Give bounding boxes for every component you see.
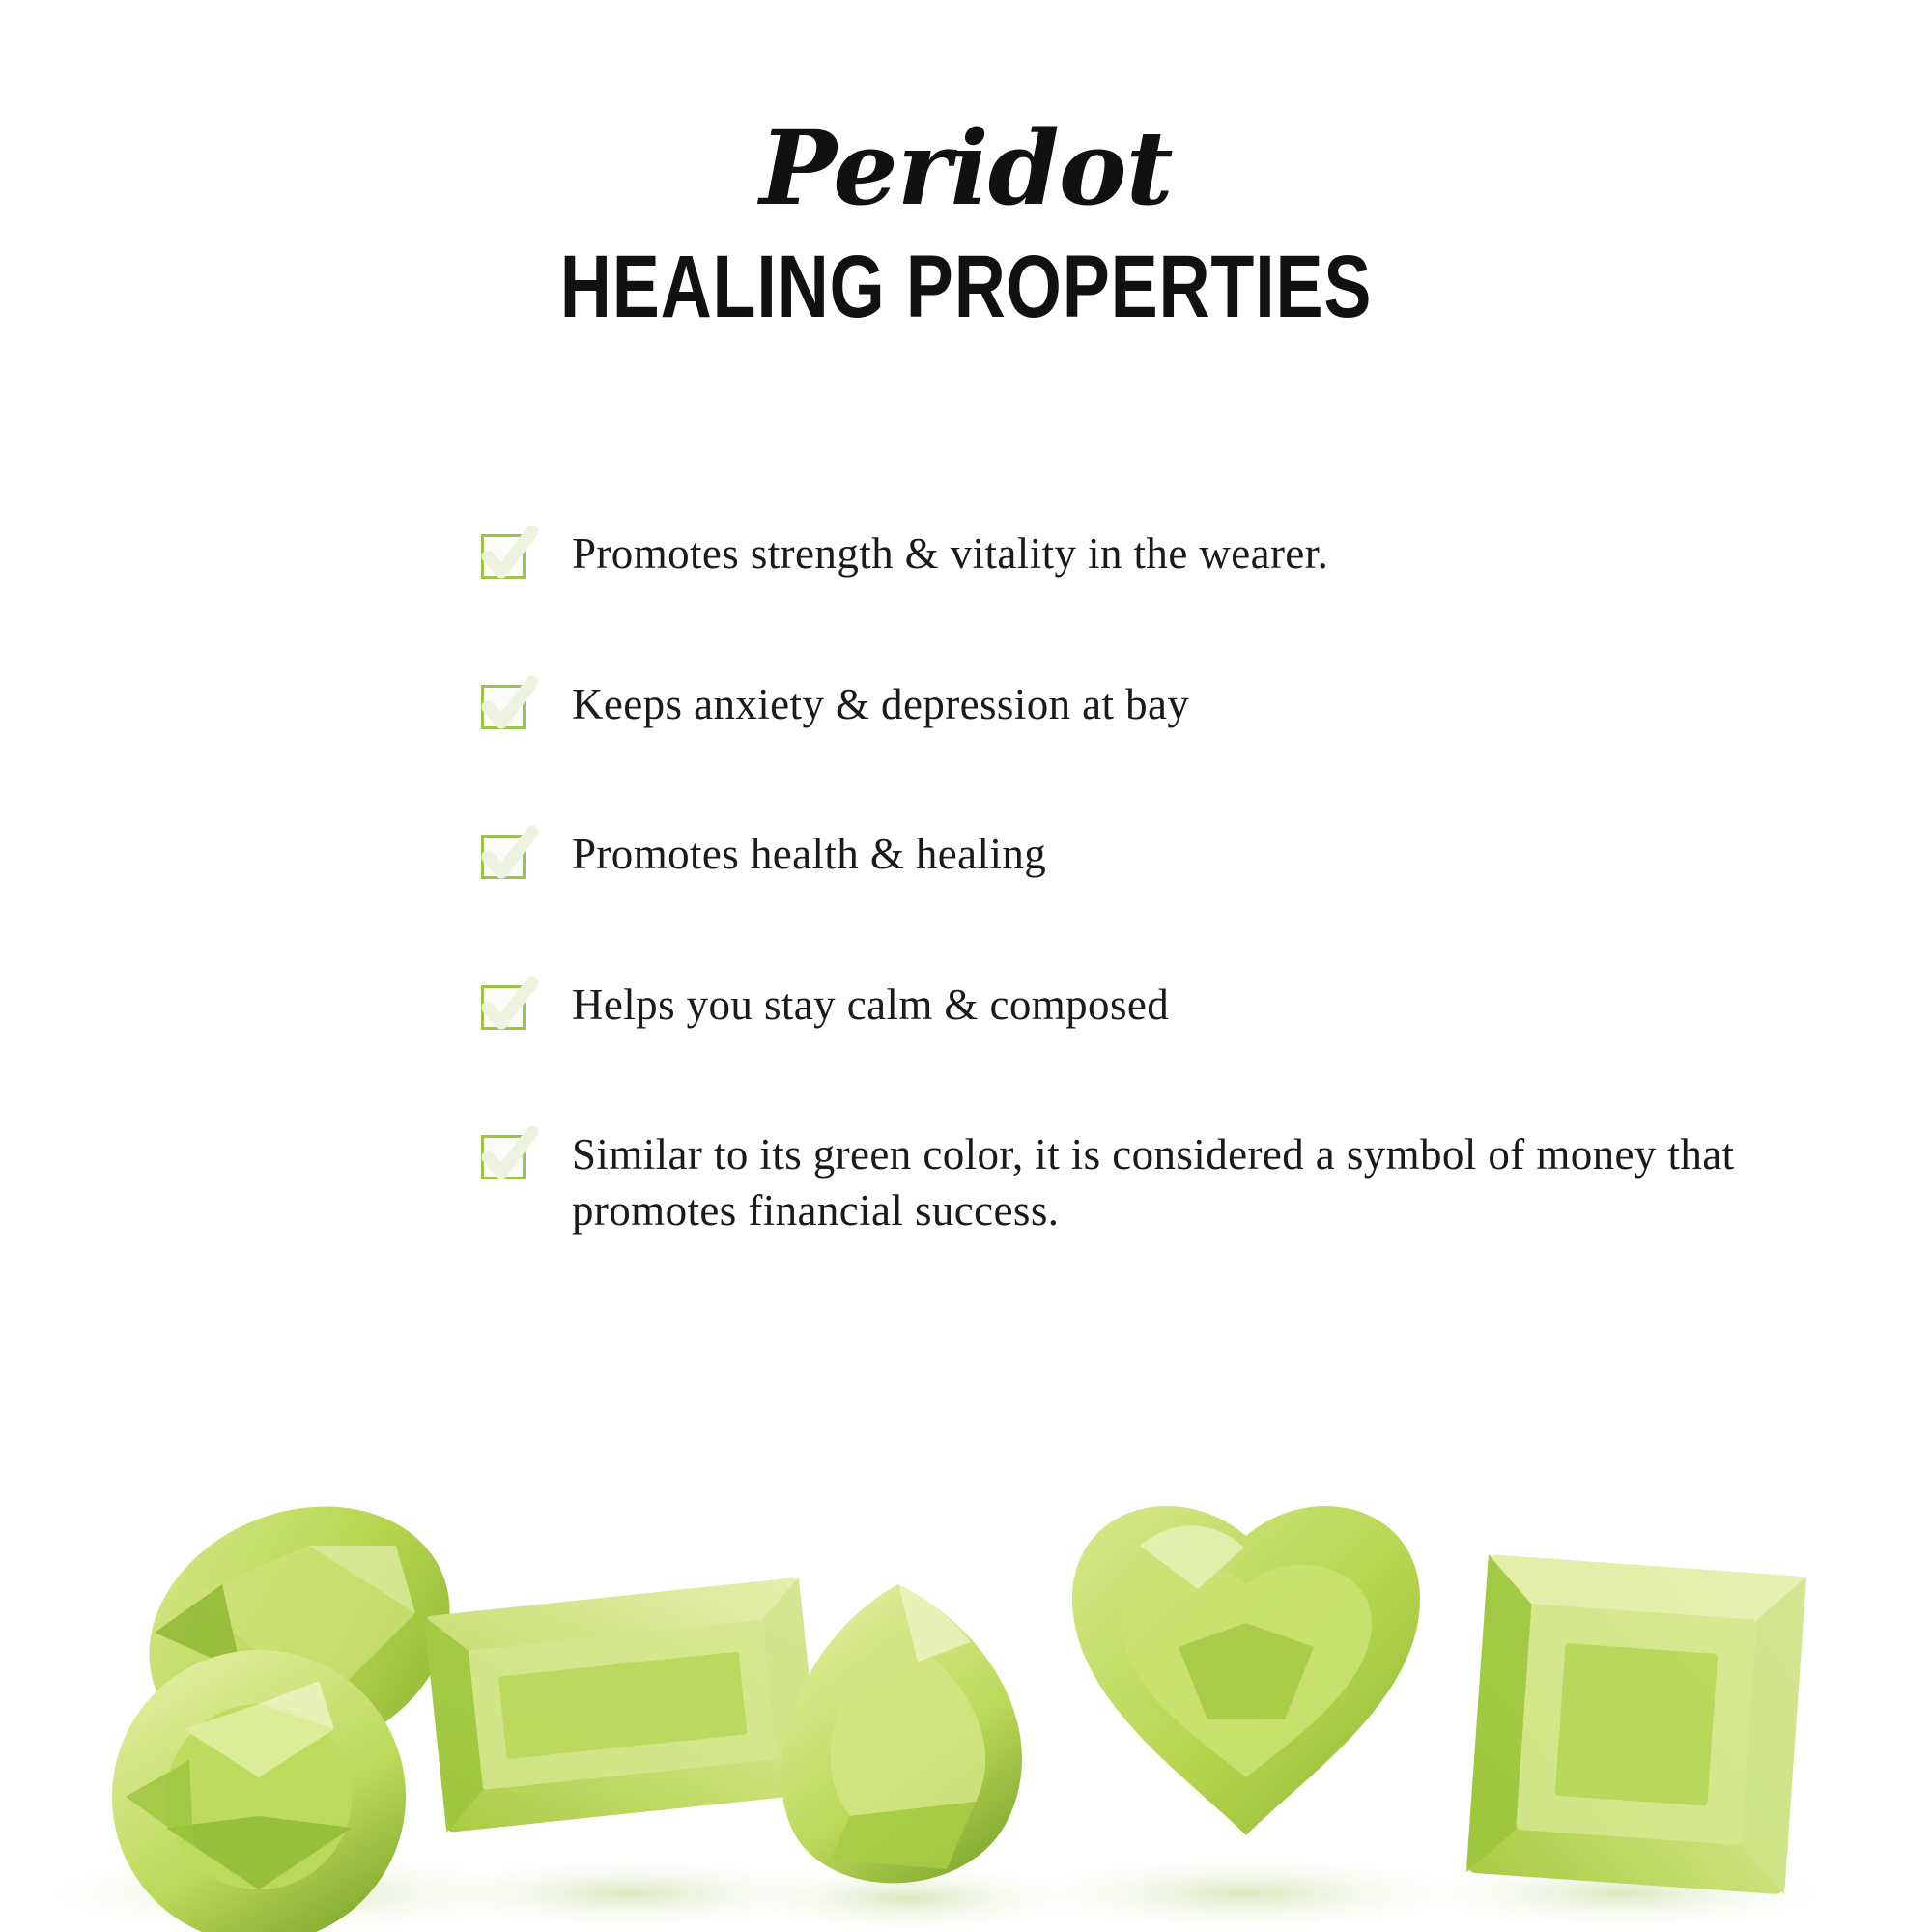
checkbox-checked-icon bbox=[481, 685, 526, 729]
checkbox-checked-icon bbox=[481, 835, 526, 879]
list-item-label: Promotes health & healing bbox=[572, 830, 1047, 879]
checkbox-checked-icon bbox=[481, 1135, 526, 1179]
page-header bbox=[0, 107, 1932, 337]
list-item bbox=[481, 526, 1795, 582]
list-item bbox=[481, 827, 1795, 883]
list-item-label: Similar to its green color, it is considered a symbol of money that promotes financial success. bbox=[572, 1130, 1735, 1235]
list-item-label: Keeps anxiety & depression at bay bbox=[572, 679, 1190, 728]
healing-properties-list bbox=[481, 526, 1795, 1239]
list-item bbox=[481, 1127, 1795, 1238]
page-title: HEALING PROPERTIES bbox=[559, 238, 1373, 337]
list-item bbox=[481, 978, 1795, 1034]
peridot-gemstones-image bbox=[0, 1391, 1932, 1932]
checkbox-checked-icon bbox=[481, 985, 526, 1030]
list-item-label: Promotes strength & vitality in the wearer. bbox=[572, 529, 1329, 578]
checkbox-checked-icon bbox=[481, 534, 526, 579]
list-item-label: Helps you stay calm & composed bbox=[572, 980, 1170, 1029]
page-title-script: Peridot bbox=[759, 107, 1173, 228]
list-item bbox=[481, 677, 1795, 733]
